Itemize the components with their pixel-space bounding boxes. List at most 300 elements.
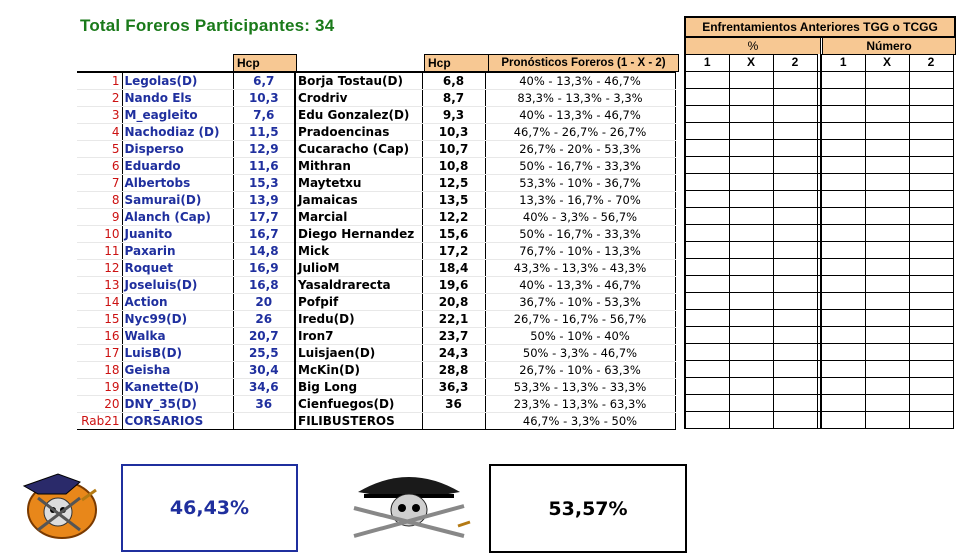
handicap-team-a: 6,7 [233,72,295,90]
history-cell [909,292,953,309]
history-cell [729,71,773,88]
row-number: 20 [77,396,122,413]
history-cell [865,122,909,139]
table-row [77,277,675,294]
history-cell [773,377,817,394]
player-name-team-a: Alanch (Cap) [122,209,233,226]
history-cell [685,377,729,394]
row-number: Rab21 [77,413,122,430]
handicap-team-b: 10,3 [422,124,485,141]
handicap-team-a: 11,5 [233,124,295,141]
history-row [685,224,953,241]
player-name-team-b: Mick [295,243,422,260]
handicap-team-a: 16,7 [233,226,295,243]
history-cell [909,258,953,275]
history-cell [729,292,773,309]
forecast-percentages: 53,3% - 13,3% - 33,3% [485,379,675,396]
table-row [77,175,675,192]
row-number: 17 [77,345,122,362]
player-name-team-b: Crodriv [295,90,422,107]
history-row [685,241,953,258]
handicap-team-b: 9,3 [422,107,485,124]
history-row [685,122,953,139]
forecast-percentages: 83,3% - 13,3% - 3,3% [485,90,675,107]
history-row [685,156,953,173]
history-cell [909,326,953,343]
history-cell [909,105,953,122]
history-cell [865,190,909,207]
history-cell [773,88,817,105]
forecast-percentages: 50% - 16,7% - 33,3% [485,226,675,243]
history-cell [729,377,773,394]
forecast-percentages: 53,3% - 10% - 36,7% [485,175,675,192]
history-column-header: 1 [821,54,865,71]
team-b-percentage: 53,57% [548,497,628,520]
history-row [685,190,953,207]
table-row [77,243,675,260]
history-cell [729,224,773,241]
history-cell [821,326,865,343]
history-cell [685,156,729,173]
row-number: 10 [77,226,122,243]
history-cell [685,139,729,156]
player-name-team-b: Luisjaen(D) [295,345,422,362]
table-row [77,209,675,226]
history-cell [685,326,729,343]
pronostics-header [488,54,679,72]
history-cell [865,360,909,377]
table-row [77,72,675,90]
history-cell [685,190,729,207]
history-cell [773,394,817,411]
history-cell [685,207,729,224]
history-cell [729,173,773,190]
history-number-label: Número [866,39,912,53]
player-name-team-b: Mithran [295,158,422,175]
handicap-team-b: 28,8 [422,362,485,379]
forecast-percentages: 50% - 10% - 40% [485,328,675,345]
history-cell [909,377,953,394]
forecast-percentages: 40% - 13,3% - 46,7% [485,107,675,124]
history-cell [685,71,729,88]
history-cell [865,207,909,224]
history-cell [729,122,773,139]
player-name-team-b: Borja Tostau(D) [295,72,422,90]
player-name-team-a: Paxarin [122,243,233,260]
history-cell [685,309,729,326]
handicap-team-b: 13,5 [422,192,485,209]
history-pct-header [684,37,821,55]
player-name-team-b: Cienfuegos(D) [295,396,422,413]
pronostics-header-label: Pronósticos Foreros (1 - X - 2) [501,57,666,69]
handicap-team-b: 12,5 [422,175,485,192]
history-column-header: 2 [773,54,817,71]
history-cell [865,173,909,190]
history-cell [821,343,865,360]
history-cell [773,105,817,122]
history-cell [821,241,865,258]
player-name-team-a: Legolas(D) [122,72,233,90]
handicap-team-b: 6,8 [422,72,485,90]
player-name-team-a: DNY_35(D) [122,396,233,413]
history-cell [685,88,729,105]
pirate-skull-logo-right [346,466,472,544]
history-cell [729,241,773,258]
history-cell [865,309,909,326]
history-cell [909,309,953,326]
player-name-team-a: Joseluis(D) [122,277,233,294]
player-name-team-a: Roquet [122,260,233,277]
player-name-team-a: Nando Els [122,90,233,107]
player-name-team-a: M_eagleito [122,107,233,124]
handicap-team-b: 23,7 [422,328,485,345]
row-number: 15 [77,311,122,328]
handicap-team-a: 7,6 [233,107,295,124]
hcp-header-label: Hcp [237,56,260,70]
history-cell [821,156,865,173]
handicap-team-a: 26 [233,311,295,328]
history-cell [865,224,909,241]
handicap-team-b: 17,2 [422,243,485,260]
history-cell [821,190,865,207]
history-cell [909,275,953,292]
handicap-team-b: 12,2 [422,209,485,226]
history-cell [909,173,953,190]
row-number: 9 [77,209,122,226]
player-name-team-b: Maytetxu [295,175,422,192]
history-cell [773,190,817,207]
forecast-percentages: 50% - 16,7% - 33,3% [485,158,675,175]
history-cell [685,275,729,292]
handicap-team-b: 10,7 [422,141,485,158]
pirate-skull-icon [18,470,100,542]
table-row [77,311,675,328]
history-row [685,292,953,309]
handicap-team-a: 13,9 [233,192,295,209]
handicap-team-a: 20,7 [233,328,295,345]
history-cell [685,105,729,122]
player-name-team-a: Eduardo [122,158,233,175]
history-grid [684,54,954,429]
table-row [77,90,675,107]
row-number: 2 [77,90,122,107]
history-cell [773,343,817,360]
history-cell [685,343,729,360]
forecast-percentages: 26,7% - 10% - 63,3% [485,362,675,379]
history-cell [685,394,729,411]
history-cell [821,139,865,156]
history-cell [909,156,953,173]
history-cell [909,394,953,411]
history-row [685,343,953,360]
history-cell [773,292,817,309]
history-row [685,258,953,275]
hcp-header-team-b [424,54,489,72]
history-cell [865,71,909,88]
history-cell [729,258,773,275]
history-cell [909,241,953,258]
history-cell [909,71,953,88]
history-cell [821,377,865,394]
player-name-team-a: Kanette(D) [122,379,233,396]
history-cell [909,343,953,360]
history-cell [773,224,817,241]
history-cell [821,173,865,190]
history-row [685,139,953,156]
player-name-team-b: Diego Hernandez [295,226,422,243]
team-a-percentage-box [121,464,298,552]
player-name-team-b: Big Long [295,379,422,396]
history-cell [821,71,865,88]
history-cell [729,190,773,207]
team-b-percentage-box [489,464,687,553]
history-cell [773,156,817,173]
player-name-team-b: Marcial [295,209,422,226]
history-cell [729,275,773,292]
hcp-header-team-a [233,54,297,72]
history-title [684,16,956,38]
history-cell [865,258,909,275]
player-name-team-a: Walka [122,328,233,345]
history-cell [773,326,817,343]
forecast-percentages: 23,3% - 13,3% - 63,3% [485,396,675,413]
handicap-team-a: 17,7 [233,209,295,226]
player-name-team-a: Juanito [122,226,233,243]
history-cell [821,360,865,377]
history-cell [729,139,773,156]
forecast-percentages: 36,7% - 10% - 53,3% [485,294,675,311]
forecast-percentages: 40% - 13,3% - 46,7% [485,277,675,294]
row-number: 13 [77,277,122,294]
row-number: 12 [77,260,122,277]
player-name-team-b: Pradoencinas [295,124,422,141]
history-cell [865,326,909,343]
player-name-team-a: LuisB(D) [122,345,233,362]
player-name-team-a: Nyc99(D) [122,311,233,328]
forecast-percentages: 40% - 13,3% - 46,7% [485,72,675,90]
row-number: 11 [77,243,122,260]
player-name-team-a: Geisha [122,362,233,379]
history-cell [865,139,909,156]
history-cell [821,258,865,275]
history-cell [865,292,909,309]
table-row [77,345,675,362]
history-cell [773,309,817,326]
history-cell [821,105,865,122]
table-row [77,362,675,379]
history-cell [685,122,729,139]
history-column-header: 1 [685,54,729,71]
history-cell [685,241,729,258]
player-name-team-a: CORSARIOS [122,413,233,430]
history-cell [729,326,773,343]
history-row [685,309,953,326]
history-row [685,105,953,122]
table-row [77,413,675,430]
history-cell [865,88,909,105]
handicap-team-b: 15,6 [422,226,485,243]
history-row [685,360,953,377]
table-row [77,158,675,175]
row-number: 3 [77,107,122,124]
history-cell [821,88,865,105]
history-title-label: Enfrentamientos Anteriores TGG o TCGG [702,20,938,34]
forecast-percentages: 46,7% - 26,7% - 26,7% [485,124,675,141]
history-cell [821,309,865,326]
player-name-team-b: Iredu(D) [295,311,422,328]
history-row [685,173,953,190]
history-cell [821,207,865,224]
history-cell [685,292,729,309]
table-row [77,294,675,311]
table-row [77,141,675,158]
history-cell [865,411,909,428]
history-cell [909,122,953,139]
table-row [77,396,675,413]
history-cell [821,411,865,428]
forecast-percentages: 40% - 3,3% - 56,7% [485,209,675,226]
table-row [77,379,675,396]
handicap-team-b: 36,3 [422,379,485,396]
history-cell [729,156,773,173]
history-cell [773,275,817,292]
skull-crossbones-icon [346,466,472,544]
match-table [77,71,676,430]
handicap-team-a: 14,8 [233,243,295,260]
player-name-team-b: Edu Gonzalez(D) [295,107,422,124]
history-cell [773,173,817,190]
handicap-team-b: 19,6 [422,277,485,294]
table-row [77,107,675,124]
history-row [685,377,953,394]
handicap-team-b: 10,8 [422,158,485,175]
history-cell [773,360,817,377]
handicap-team-b: 36 [422,396,485,413]
handicap-team-a: 30,4 [233,362,295,379]
handicap-team-a: 20 [233,294,295,311]
forecast-percentages: 43,3% - 13,3% - 43,3% [485,260,675,277]
history-cell [865,377,909,394]
row-number: 14 [77,294,122,311]
table-row [77,328,675,345]
history-cell [729,207,773,224]
player-name-team-b: Iron7 [295,328,422,345]
history-cell [909,139,953,156]
history-cell [909,411,953,428]
forecast-percentages: 76,7% - 10% - 13,3% [485,243,675,260]
history-cell [865,343,909,360]
history-row [685,394,953,411]
history-cell [865,156,909,173]
handicap-team-a: 34,6 [233,379,295,396]
row-number: 5 [77,141,122,158]
history-cell [865,105,909,122]
player-name-team-b: Pofpif [295,294,422,311]
history-cell [729,343,773,360]
history-cell [909,190,953,207]
row-number: 4 [77,124,122,141]
handicap-team-a: 10,3 [233,90,295,107]
handicap-team-a [233,413,295,430]
history-header-row [685,54,953,71]
history-pct-label: % [747,39,759,53]
player-name-team-a: Disperso [122,141,233,158]
history-cell [773,122,817,139]
forecast-percentages: 26,7% - 16,7% - 56,7% [485,311,675,328]
history-cell [729,394,773,411]
handicap-team-b: 22,1 [422,311,485,328]
history-column-header: X [729,54,773,71]
history-cell [729,360,773,377]
history-number-header [822,37,956,55]
history-cell [729,411,773,428]
handicap-team-a: 11,6 [233,158,295,175]
handicap-team-b [422,413,485,430]
history-cell [821,224,865,241]
history-cell [773,258,817,275]
hcp-header-label: Hcp [428,56,451,70]
history-cell [685,258,729,275]
table-row [77,124,675,141]
history-column-header: 2 [909,54,953,71]
player-name-team-b: Jamaicas [295,192,422,209]
row-number: 16 [77,328,122,345]
row-number: 6 [77,158,122,175]
history-row [685,411,953,428]
history-cell [909,88,953,105]
forecast-percentages: 46,7% - 3,3% - 50% [485,413,675,430]
history-cell [909,207,953,224]
history-cell [773,207,817,224]
player-name-team-a: Samurai(D) [122,192,233,209]
history-cell [865,241,909,258]
history-cell [773,71,817,88]
history-cell [685,224,729,241]
player-name-team-b: JulioM [295,260,422,277]
player-name-team-a: Nachodiaz (D) [122,124,233,141]
player-name-team-b: FILIBUSTEROS [295,413,422,430]
history-cell [773,411,817,428]
history-cell [729,309,773,326]
player-name-team-b: McKin(D) [295,362,422,379]
history-cell [821,394,865,411]
history-cell [909,360,953,377]
handicap-team-a: 12,9 [233,141,295,158]
handicap-team-a: 15,3 [233,175,295,192]
row-number: 7 [77,175,122,192]
history-row [685,71,953,88]
handicap-team-a: 36 [233,396,295,413]
history-cell [685,173,729,190]
handicap-team-a: 16,8 [233,277,295,294]
history-cell [909,224,953,241]
table-row [77,260,675,277]
handicap-team-b: 20,8 [422,294,485,311]
history-cell [773,139,817,156]
row-number: 18 [77,362,122,379]
history-cell [865,275,909,292]
forecast-percentages: 26,7% - 20% - 53,3% [485,141,675,158]
history-cell [729,105,773,122]
history-cell [685,360,729,377]
row-number: 19 [77,379,122,396]
history-cell [685,411,729,428]
handicap-team-a: 16,9 [233,260,295,277]
forecast-percentages: 13,3% - 16,7% - 70% [485,192,675,209]
handicap-team-a: 25,5 [233,345,295,362]
page-title: Total Foreros Participantes: 34 [80,16,335,35]
history-cell [773,241,817,258]
